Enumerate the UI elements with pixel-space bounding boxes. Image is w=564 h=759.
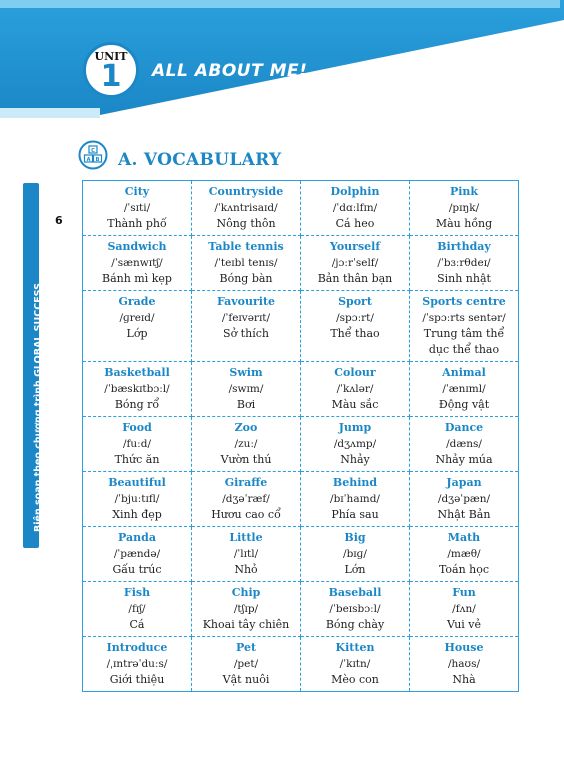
vocab-cell [410,582,519,637]
vocab-meaning: Bơi [236,398,256,411]
vocab-meaning: Giới thiệu [109,673,165,686]
vocab-cell [83,236,192,291]
vocab-cell [301,181,410,236]
vocab-row [83,362,519,417]
vocab-meaning: Vui vẻ [446,618,482,631]
vocab-cell [83,582,192,637]
vocab-ipa: /haʊs/ [448,658,480,670]
vocab-cell [83,362,192,417]
vocab-word: City [124,185,150,198]
vocab-row [83,236,519,291]
vocab-meaning: Mèo con [331,673,379,686]
vocab-meaning: Bản thân bạn [317,272,393,285]
vocab-ipa: /spɔːrt/ [336,312,374,324]
vocab-ipa: /ˈsænwɪtʃ/ [111,257,163,269]
vocab-ipa: /fɪʃ/ [128,603,146,615]
vocab-word: Math [447,531,481,544]
vocab-word: Fish [123,586,151,599]
vocab-ipa: /dæns/ [446,438,482,450]
vocab-word: Japan [446,476,482,489]
vocab-ipa: /ˈkʌntrisaɪd/ [214,202,278,214]
vocab-ipa: /ˈspɔːrts sentər/ [422,312,506,324]
vocab-cell [192,291,301,362]
vocab-ipa: /ˈkɪtn/ [339,658,371,670]
vocab-cell [83,181,192,236]
vocab-word: Fun [452,586,476,599]
vocab-ipa: /ˈkʌlər/ [336,383,374,395]
vocab-meaning: Màu hồng [435,217,493,230]
unit-number: 1 [100,59,122,94]
vocab-cell [192,181,301,236]
vocab-cell [301,417,410,472]
vocab-word: Baseball [328,586,382,599]
vocab-cell [410,362,519,417]
vocab-cell [192,472,301,527]
unit-title: ALL ABOUT ME! [152,61,308,81]
vocab-cell [410,417,519,472]
vocab-ipa: /ˈbæskɪtbɔːl/ [104,383,170,395]
vocab-cell [301,582,410,637]
vocab-word: Chip [231,586,261,599]
vocab-ipa: /fʌn/ [452,603,476,615]
vocab-meaning: Khoai tây chiên [202,618,290,631]
vocab-ipa: /jɔːrˈself/ [331,257,379,269]
vocab-meaning: Cá [129,618,145,631]
vocab-meaning: Gấu trúc [112,563,162,576]
vocab-row [83,472,519,527]
vocab-word: Birthday [437,240,491,253]
vocab-ipa: /ˈfeɪvərɪt/ [221,312,271,324]
vocab-word: Colour [334,366,376,379]
vocab-meaning: Màu sắc [331,398,379,411]
vocab-cell [192,362,301,417]
vocab-row [83,637,519,692]
svg-text:A: A [86,156,91,163]
vocab-cell [410,236,519,291]
vocab-word: Favourite [216,295,276,308]
vocab-meaning: Bánh mì kẹp [102,272,172,285]
vocab-row [83,417,519,472]
vocab-cell [192,417,301,472]
vocab-word: Introduce [106,641,168,654]
vocab-word: Little [229,531,263,544]
vocab-cell [83,527,192,582]
side-bar-text: Biên soạn theo chương trình GLOBAL SUCCESS [33,283,44,532]
vocab-word: Big [344,531,366,544]
vocabulary-table [82,180,519,692]
vocab-cell [83,417,192,472]
vocab-ipa: /ˈbɜːrθdeɪ/ [437,257,491,269]
vocab-ipa: /fuːd/ [123,438,151,450]
vocab-cell [301,527,410,582]
vocab-meaning: Bóng rổ [114,398,160,411]
vocab-meaning: Nhà [452,673,476,686]
vocab-ipa: /ˈænɪml/ [442,383,486,395]
vocab-cell [301,362,410,417]
vocab-word: Giraffe [224,476,268,489]
vocab-row [83,291,519,362]
vocab-word: Beautiful [108,476,166,489]
vocab-meaning: Sở thích [223,327,269,340]
vocab-word: Swim [229,366,263,379]
unit-word: UNIT [94,50,128,63]
vocab-cell [83,472,192,527]
vocab-word: Kitten [335,641,375,654]
vocab-meaning: Lớp [126,327,148,340]
vocab-meaning: Nhật Bản [437,508,491,521]
vocab-ipa: /ˈbjuːtɪfl/ [114,493,160,505]
vocab-row [83,582,519,637]
vocab-ipa: /dʒəˈræf/ [222,493,270,505]
vocab-cell [301,637,410,692]
vocab-cell [83,291,192,362]
vocab-word: Dolphin [330,185,380,198]
vocab-ipa: /ˈsɪti/ [123,202,151,214]
vocab-cell [301,291,410,362]
vocab-cell [301,472,410,527]
vocab-word: Sport [338,295,372,308]
vocab-ipa: /ˈlɪtl/ [233,548,259,560]
vocab-word: Animal [442,366,486,379]
vocab-ipa: /dʒəˈpæn/ [437,493,491,505]
vocab-ipa: /swɪm/ [228,383,264,395]
vocab-word: Panda [118,531,156,544]
vocab-word: Jump [338,421,372,434]
vocab-meaning: Lớn [344,563,366,576]
vocab-ipa: /pɪŋk/ [448,202,480,214]
vocab-word: Table tennis [208,240,284,253]
vocab-cell [301,236,410,291]
vocab-meaning: Phía sau [331,508,379,521]
vocab-ipa: /tʃɪp/ [233,603,259,615]
vocab-ipa: /ˈpændə/ [113,548,161,560]
vocab-meaning: Hươu cao cổ [211,508,281,521]
vocab-meaning: Toán học [438,563,490,576]
section-title: A. VOCABULARY [118,150,282,170]
vocab-ipa: /dʒʌmp/ [333,438,377,450]
vocab-ipa: /ˈbeɪsbɔːl/ [329,603,381,615]
svg-text:C: C [91,147,95,154]
vocab-meaning: Trung tâm thể dục thể thao [423,327,505,356]
vocab-cell [410,637,519,692]
svg-text:B: B [95,156,100,163]
vocab-cell [410,527,519,582]
vocab-meaning: Bóng chày [325,618,385,631]
vocab-meaning: Bóng bàn [219,272,273,285]
vocab-meaning: Động vật [438,398,490,411]
vocab-meaning: Xinh đẹp [112,508,162,521]
vocab-word: Sports centre [422,295,506,308]
vocab-word: Countryside [208,185,284,198]
vocab-cell [192,582,301,637]
unit-badge [83,42,139,98]
vocab-meaning: Nông thôn [216,217,276,230]
vocab-ipa: /bɪɡ/ [343,548,367,560]
vocab-word: Yourself [329,240,381,253]
vocab-meaning: Vật nuôi [222,673,270,686]
vocab-ipa: /bɪˈhaɪnd/ [330,493,380,505]
vocab-word: Behind [332,476,378,489]
abc-book-icon [78,140,108,170]
vocab-meaning: Sinh nhật [437,272,491,285]
header-highlight [0,0,560,8]
vocab-word: Zoo [234,421,258,434]
vocab-word: Pink [449,185,479,198]
vocab-cell [410,472,519,527]
vocab-row [83,181,519,236]
vocab-word: House [444,641,484,654]
vocab-meaning: Vườn thú [220,453,272,466]
page-number: 6 [55,214,63,227]
header-strip [0,108,100,118]
vocab-meaning: Nhảy [340,453,370,466]
vocab-ipa: /ˈdɑːlfɪn/ [332,202,378,214]
vocab-word: Sandwich [107,240,167,253]
vocab-ipa: /ɡreɪd/ [119,312,155,324]
vocab-ipa: /ˌɪntrəˈduːs/ [106,658,168,670]
vocab-ipa: /zuː/ [234,438,258,450]
vocab-word: Food [122,421,152,434]
vocab-word: Dance [444,421,484,434]
vocab-meaning: Thành phố [107,217,167,230]
vocab-ipa: /ˈteɪbl tenɪs/ [214,257,278,269]
vocab-meaning: Nhảy múa [435,453,493,466]
vocab-meaning: Thể thao [330,327,380,340]
vocab-word: Basketball [104,366,170,379]
vocab-meaning: Thức ăn [114,453,160,466]
vocab-cell [192,527,301,582]
vocab-word: Grade [118,295,156,308]
vocab-ipa: /pet/ [233,658,259,670]
vocab-cell [192,637,301,692]
vocab-meaning: Nhỏ [234,563,258,576]
vocab-cell [192,236,301,291]
vocab-ipa: /mæθ/ [447,548,481,560]
vocab-word: Pet [235,641,257,654]
vocab-meaning: Cá heo [335,217,375,230]
vocab-cell [410,181,519,236]
vocab-cell [410,291,519,362]
vocab-cell [83,637,192,692]
vocab-row [83,527,519,582]
